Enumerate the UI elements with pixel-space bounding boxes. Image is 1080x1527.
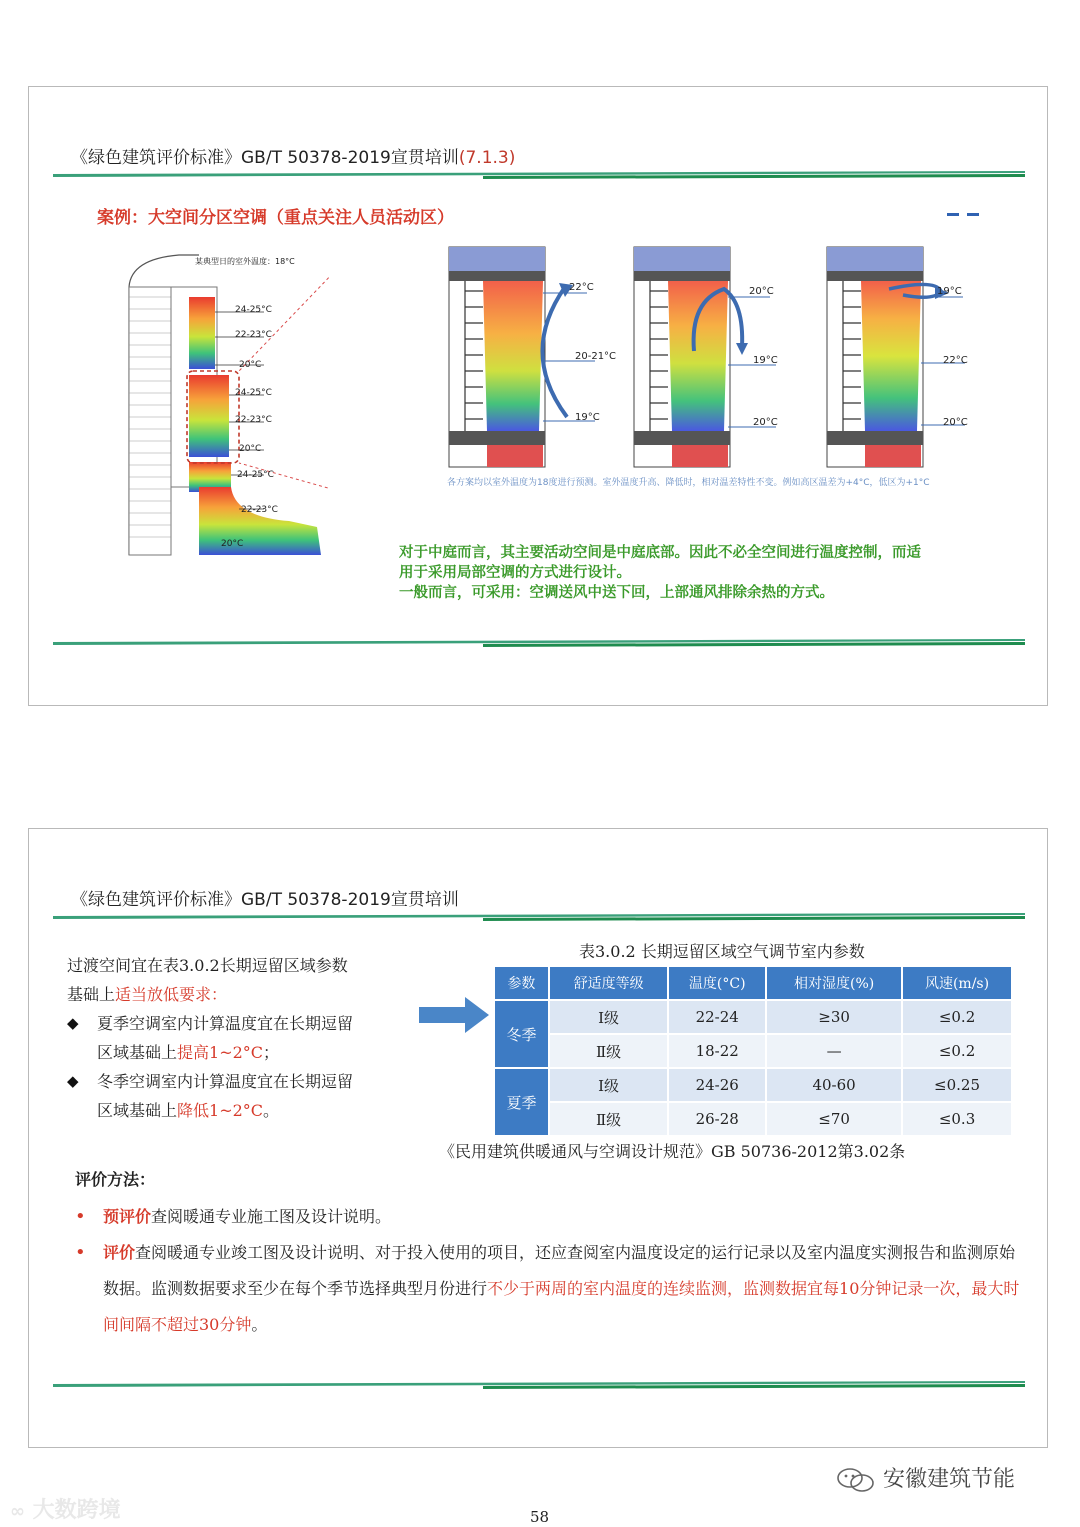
tower-temp-label: 22-23°C xyxy=(235,330,272,340)
table-cell: ≤0.25 xyxy=(902,1068,1012,1102)
bottom-left-watermark: ∞ 大数跨境 xyxy=(10,1498,121,1523)
table-cell: 24-26 xyxy=(668,1068,766,1102)
table-row xyxy=(494,1000,1012,1034)
slide-transition-space xyxy=(28,828,1048,1448)
tower-temp-label: 24-25°C xyxy=(235,305,272,315)
page-number: 58 xyxy=(530,1508,550,1526)
season-cell: 冬季 xyxy=(494,1000,549,1068)
table-row xyxy=(494,1034,1012,1068)
table-row xyxy=(494,1068,1012,1102)
scheme-c-temp: 20°C xyxy=(943,417,968,428)
slide-atrium-case xyxy=(28,86,1048,706)
atrium-scheme-c xyxy=(825,243,995,475)
decorative-dash xyxy=(947,213,979,216)
header-divider xyxy=(53,171,1025,179)
tower-temp-label: 20°C xyxy=(239,444,262,454)
table-cell: ≤70 xyxy=(766,1102,902,1136)
table-cell: 22-24 xyxy=(668,1000,766,1034)
table-cell: ≤0.3 xyxy=(902,1102,1012,1136)
header-divider xyxy=(53,913,1025,921)
summer-bullet: ◆ 夏季空调室内计算温度宜在长期逗留 区域基础上提高1~2°C； xyxy=(67,1009,447,1067)
table-cell: Ⅱ级 xyxy=(549,1102,668,1136)
table-header: 相对湿度(%) xyxy=(766,966,902,1000)
table-cell: 40-60 xyxy=(766,1068,902,1102)
footer-divider xyxy=(53,639,1025,647)
table-header-row xyxy=(494,966,1012,1000)
text-line: 过渡空间宜在表3.0.2长期逗留区域参数 xyxy=(67,956,348,975)
table-caption: 表3.0.2 长期逗留区域空气调节室内参数 xyxy=(579,942,865,961)
wechat-watermark xyxy=(836,1462,1015,1493)
tower-section-diagram xyxy=(89,247,329,559)
explanation-line: 对于中庭而言，其主要活动空间是中庭底部。因此不必全空间进行温度控制，而适 xyxy=(399,545,921,561)
scheme-b-temp: 20°C xyxy=(753,417,778,428)
explanation-line: 一般而言，可采用：空调送风中送下回，上部通风排除余热的方式。 xyxy=(399,585,834,601)
tower-temp-label: 20°C xyxy=(239,360,262,370)
text-line: 基础上适当放低要求： xyxy=(67,985,228,1004)
slide-title: 《绿色建筑评价标准》GB/T 50378-2019宣贯培训(7.1.3) xyxy=(71,148,516,168)
table-cell: Ⅰ级 xyxy=(549,1068,668,1102)
table-cell: 26-28 xyxy=(668,1102,766,1136)
watermark-logo-icon: ∞ xyxy=(10,1501,25,1522)
scheme-b-temp: 20°C xyxy=(749,286,774,297)
table-cell: ≤0.2 xyxy=(902,1000,1012,1034)
table-cell: ≥30 xyxy=(766,1000,902,1034)
scheme-a-temp: 19°C xyxy=(575,412,600,423)
table-cell: ≤0.2 xyxy=(902,1034,1012,1068)
eval-item: • 评价查阅暖通专业竣工图及设计说明、对于投入使用的项目，还应查阅室内温度设定的运行记录以及室内温度实测报告和监测原始数据。监测数据要求至少在每个季节选择典型月份进行不少于两周的室内温度的连续监测，监测数据宜每10分钟记录一次，最大时间间隔不超过30分钟。 xyxy=(73,1235,1023,1343)
footer-divider xyxy=(53,1381,1025,1389)
scheme-note: 各方案均以室外温度为18度进行预测。室外温度升高、降低时，相对温差特性不变。例如高区温差为+4°C，低区为+1°C xyxy=(447,478,930,488)
table-cell: Ⅱ级 xyxy=(549,1034,668,1068)
table-source: 《民用建筑供暖通风与空调设计规范》GB 50736-2012第3.02条 xyxy=(439,1142,906,1161)
table-header: 风速(m/s) xyxy=(902,966,1012,1000)
scheme-b-temp: 19°C xyxy=(753,355,778,366)
tower-temp-label: 22-23°C xyxy=(235,415,272,425)
transition-space-text xyxy=(67,951,447,1125)
tower-outdoor-label: 某典型日的室外温度：18°C xyxy=(195,257,295,266)
wechat-icon xyxy=(836,1467,876,1493)
pre-eval-item: • 预评价查阅暖通专业施工图及设计说明。 xyxy=(73,1199,1023,1235)
tower-temp-label: 20°C xyxy=(221,539,244,549)
table-header: 温度(°C) xyxy=(668,966,766,1000)
scheme-c-temp: 22°C xyxy=(943,355,968,366)
slide-title: 《绿色建筑评价标准》GB/T 50378-2019宣贯培训 xyxy=(71,890,459,910)
table-cell: — xyxy=(766,1034,902,1068)
case-title: 案例：大空间分区空调（重点关注人员活动区） xyxy=(97,208,454,228)
table-header: 舒适度等级 xyxy=(549,966,668,1000)
winter-bullet: ◆ 冬季空调室内计算温度宜在长期逗留 区域基础上降低1~2°C。 xyxy=(67,1067,447,1125)
table-cell: 18-22 xyxy=(668,1034,766,1068)
scheme-c-temp: 19°C xyxy=(937,286,962,297)
arrow-right-icon xyxy=(419,997,491,1033)
scheme-a-temp: 20-21°C xyxy=(575,351,617,362)
scheme-a-temp: 22°C xyxy=(569,282,594,293)
indoor-params-table xyxy=(493,965,1013,1137)
tower-temp-label: 24-25°C xyxy=(237,470,274,480)
tower-temp-label: 24-25°C xyxy=(235,388,272,398)
table-row xyxy=(494,1102,1012,1136)
eval-method-title: 评价方法： xyxy=(75,1170,156,1189)
atrium-explanation xyxy=(399,543,999,603)
wechat-account-name: 安徽建筑节能 xyxy=(883,1467,1016,1492)
tower-temp-label: 22-23°C xyxy=(241,505,278,515)
table-cell: Ⅰ级 xyxy=(549,1000,668,1034)
explanation-line: 用于采用局部空调的方式进行设计。 xyxy=(399,565,631,581)
season-cell: 夏季 xyxy=(494,1068,549,1136)
table-header: 参数 xyxy=(494,966,549,1000)
